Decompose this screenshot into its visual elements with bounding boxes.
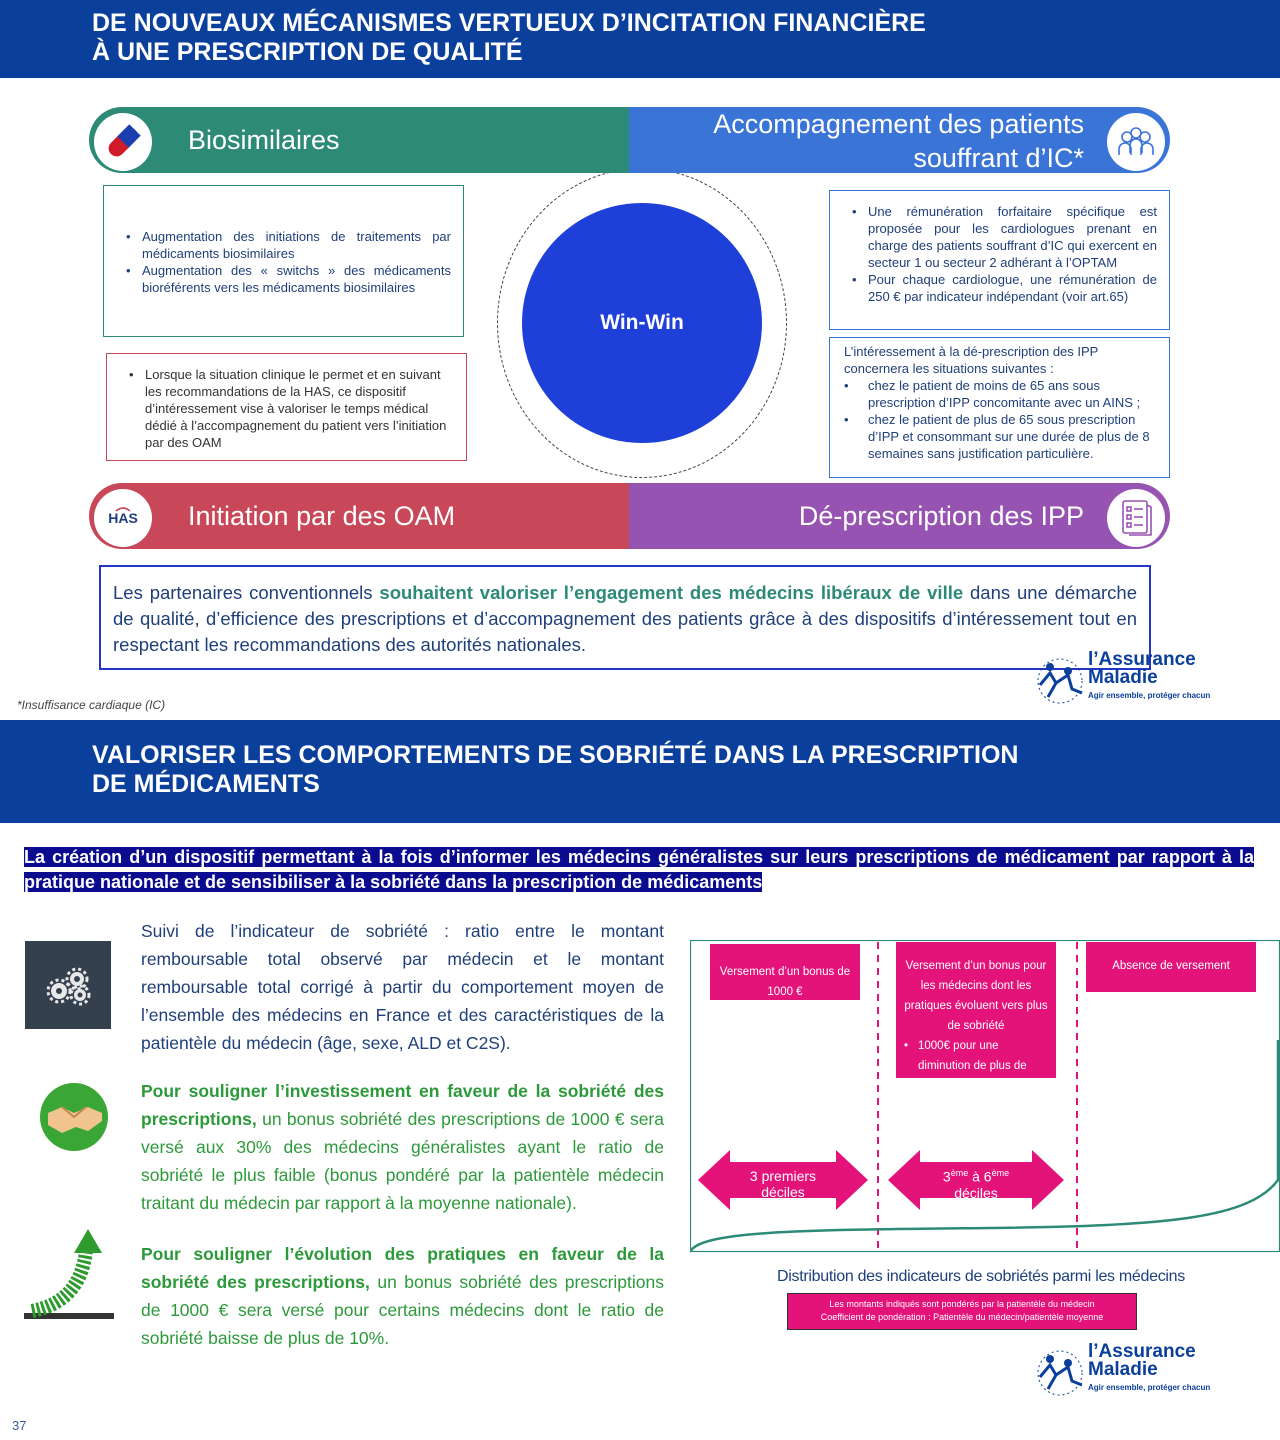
page-number: 37 — [12, 1418, 27, 1433]
label-3-premiers-deciles: 3 premiers déciles — [749, 1168, 817, 1200]
bonus-evolution-text: Pour souligner l’évolution des pratiques en faveur de la sobriété des prescriptions, un bonus sobriété des prescriptions de 1000 € sera versé pour certains médecins dont le ratio de sobriété baisse de plus de 10%. — [141, 1244, 664, 1348]
bonus-investissement-text: Pour souligner l’investissement en faveur de la sobriété des prescriptions, un bonus sobriété des prescriptions de 1000 € sera versé aux 30% des médecins généralistes ayant le ratio de sobriété le plus faible (bonus pondéré par la patientèle médecin traitant du médecin par rapport à la moyenne nationale). — [141, 1081, 664, 1213]
box-absence-versement: Absence de versement — [1086, 942, 1256, 992]
box-oam — [106, 353, 467, 461]
win-win-label: Win-Win — [600, 311, 684, 334]
slide1-title: DE NOUVEAUX MÉCANISMES VERTUEUX D’INCITATION FINANCIÈRE À UNE PRESCRIPTION DE QUALITÉ — [92, 9, 926, 66]
pill-deprescription-ipp: Dé-prescription des IPP — [629, 483, 1170, 549]
list-item: • chez le patient de moins de 65 ans sous prescription d’IPP concomitante avec un AINS ; — [844, 377, 1157, 411]
chart-caption: Distribution des indicateurs de sobriétés parmi les médecins — [777, 1268, 1185, 1285]
label-3-6-deciles: 3ème à 6ème déciles — [942, 1168, 1010, 1201]
sobriete-indicator-text: Suivi de l’indicateur de sobriété : ratio entre le montant remboursable total observé par médecin et le montant remboursable total corrigé à partir du comportement moyen de l’ensemble des médecins en France et des caractéristiques de la patientèle du médecin (âge, sexe, ALD et C2S). — [141, 921, 664, 1053]
capsule-icon — [94, 113, 152, 171]
assurance-maladie-logo: l’Assurance Maladie Agir ensemble, protéger chacun — [1030, 651, 1220, 711]
svg-text:HAS: HAS — [108, 510, 138, 526]
list-item: • Pour chaque cardiologue, une rémunération de 250 € par indicateur indépendant (voir art.65) — [842, 271, 1157, 305]
box-bonus-1000: Versement d’un bonus de 1000 € — [710, 944, 860, 1000]
runners-icon — [1030, 651, 1088, 711]
pill-initiation-oam: HAS Initiation par des OAM — [89, 483, 629, 549]
footnote: *Insuffisance cardiaque (IC) — [17, 698, 166, 712]
win-win-circle — [522, 203, 762, 443]
list-item: • Une rémunération forfaitaire spécifique est proposée pour les cardiologues prenant en charge des patients souffrant d’IC qui exercent en secteur 1 ou secteur 2 adhérant à l’OPTAM — [842, 203, 1157, 271]
box-bonus-evolution: Versement d’un bonus pour les médecins dont les pratiques évoluent vers plus de sobriété • 1000€ pour une diminution de plus de 10% du ratio — [896, 942, 1056, 1078]
slide2-title: VALORISER LES COMPORTEMENTS DE SOBRIÉTÉ DANS LA PRESCRIPTION DE MÉDICAMENTS — [92, 741, 1019, 798]
growth-arrow-icon — [24, 1225, 114, 1325]
partners-statement: Les partenaires conventionnels souhaitent valoriser l’engagement des médecins libéraux de ville dans une démarche de qualité, d’efficience des prescriptions et d’accompagnement des patients grâce à des dispositifs d’intéressement tout en respectant les recommandations des autorités nationales. — [99, 565, 1151, 670]
list-item: • Lorsque la situation clinique le permet et en suivant les recommandations de la HAS, ce dispositif d’intéressement vise à valoriser le temps médical dédié à l’accompagnement du patient vers l’initiation par des OAM — [119, 366, 454, 451]
box-biosimilaires — [103, 185, 464, 337]
chart-note: Les montants indiqués sont pondérés par la patientèle du médecin Coefficient de pondération : Patientèle du médecin/patientèle moyenne — [787, 1293, 1137, 1330]
lead-statement: La création d’un dispositif permettant à la fois d’informer les médecins généralistes sur leurs prescriptions de médicament par rapport à la pratique nationale et de sensibiliser à la sobriété dans la prescription de médicaments — [24, 847, 1254, 892]
box-ipp-intro: L’intéressement à la dé-prescription des IPP concernera les situations suivantes : — [844, 344, 1099, 376]
slide2-banner — [0, 720, 1280, 823]
box-ipp — [829, 337, 1170, 478]
box-ic — [829, 190, 1170, 330]
has-logo-icon — [94, 489, 152, 547]
list-item: • chez le patient de plus de 65 sous prescription d’IPP et consommant sur une durée de plus de 8 semaines sans justification particulière. — [844, 411, 1157, 462]
list-item: • Augmentation des initiations de traitements par médicaments biosimilaires — [116, 228, 451, 262]
gears-icon — [25, 941, 111, 1029]
slide1-banner — [0, 0, 1280, 78]
assurance-maladie-logo: l’Assurance Maladie Agir ensemble, protéger chacun — [1030, 1343, 1220, 1403]
checklist-icon — [1107, 489, 1165, 547]
patients-group-icon — [1107, 113, 1165, 171]
pill-biosimilaires: Biosimilaires — [89, 107, 629, 173]
handshake-icon — [40, 1083, 108, 1151]
sobriete-distribution-figure — [690, 940, 1280, 1254]
list-item: • Augmentation des « switchs » des médicaments bioréférents vers les médicaments biosimilaires — [116, 262, 451, 296]
runners-icon — [1030, 1343, 1088, 1403]
pill-accompagnement-ic: Accompagnement des patients souffrant d’IC* — [629, 107, 1170, 173]
